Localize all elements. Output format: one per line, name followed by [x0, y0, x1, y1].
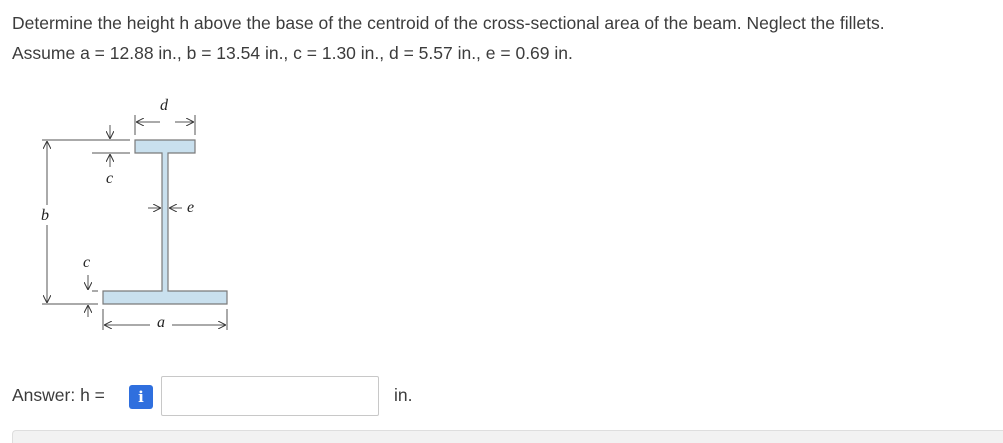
label-c-top: c	[106, 170, 114, 187]
beam-figure	[30, 95, 260, 340]
info-icon[interactable]: i	[129, 385, 153, 409]
label-c-bottom: c	[83, 254, 91, 271]
label-d: d	[160, 97, 168, 114]
question-text	[12, 8, 997, 68]
label-a: a	[157, 314, 165, 331]
beam-cross-section	[103, 140, 227, 304]
bottom-panel	[12, 430, 1003, 443]
beam-diagram	[30, 95, 260, 340]
unit-label: in.	[394, 385, 413, 405]
label-e: e	[187, 199, 195, 216]
question-line-1: Determine the height h above the base of the centroid of the cross-sectional area of the beam. Neglect the fillets.	[12, 13, 885, 33]
question-line-2: Assume a = 12.88 in., b = 13.54 in., c = 1.30 in., d = 5.57 in., e = 0.69 in.	[12, 43, 573, 63]
answer-row	[12, 376, 997, 418]
answer-input[interactable]	[161, 376, 379, 416]
answer-label: Answer: h =	[12, 385, 105, 405]
label-b: b	[41, 207, 49, 224]
